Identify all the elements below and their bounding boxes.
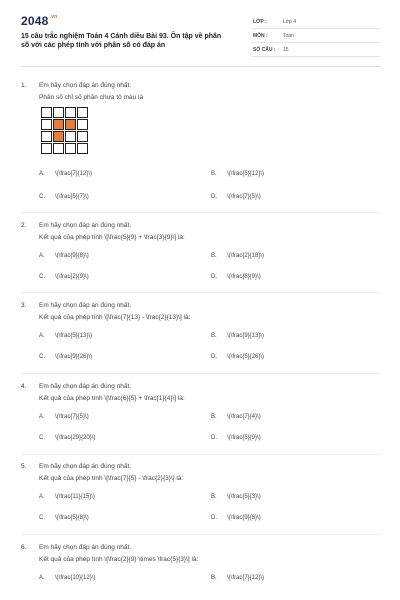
question-divider: [21, 212, 380, 213]
option-b[interactable]: B. \(\frac{5}{12}\): [211, 171, 265, 177]
grid-cell: [65, 143, 76, 154]
grid-cell-filled: [53, 119, 64, 130]
question-text: Kết quả của phép tính \[\frac{7}{13} - \frac{2}{13}\] là:: [39, 314, 191, 321]
logo-suffix: .vn: [49, 14, 58, 20]
option-c[interactable]: C. \(\frac{29}{20}\): [39, 435, 96, 441]
option-a[interactable]: A. \(\frac{11}{15}\): [39, 494, 95, 500]
meta-class: [251, 16, 381, 29]
option-c[interactable]: C. \(\frac{5}{8}\): [39, 515, 89, 521]
option-b[interactable]: B. \(\frac{7}{12}\): [211, 575, 265, 581]
page-header: [0, 0, 400, 62]
question-prompt: Em hãy chọn đáp án đúng nhất.: [39, 302, 132, 309]
option-b[interactable]: B. \(\frac{7}{4}\): [211, 414, 261, 420]
question-divider: [21, 292, 380, 293]
question-text: Phân số chỉ số phần chưa tô màu là: [39, 94, 144, 101]
header-divider: [21, 66, 380, 67]
question-text: Kết quả của phép tính \[\frac{5}{9} + \frac{3}{9}\] là:: [39, 234, 185, 241]
question-text: Kết quả của phép tính \[\frac{2}{9} \times \frac{5}{3}\] là:: [39, 556, 199, 563]
option-c[interactable]: C. \(\frac{2}{9}\): [39, 274, 89, 280]
question-prompt: Em hãy chọn đáp án đúng nhất.: [39, 82, 132, 89]
fraction-grid-figure: [41, 107, 89, 155]
question-number: 5.: [21, 463, 27, 470]
option-a[interactable]: A. \(\frac{9}{8}\): [39, 253, 89, 259]
option-d[interactable]: D. \(\frac{8}{9}\): [211, 274, 261, 280]
question-number: 4.: [21, 383, 27, 390]
question-divider: [21, 534, 380, 535]
question-number: 3.: [21, 302, 27, 309]
option-c[interactable]: C. \(\frac{9}{26}\): [39, 354, 93, 360]
question-number: 1.: [21, 82, 27, 89]
grid-cell: [53, 107, 64, 118]
grid-cell-filled: [65, 119, 76, 130]
option-a[interactable]: A. \(\frac{10}{12}\): [39, 575, 96, 581]
question-divider: [21, 454, 380, 455]
option-b[interactable]: B. \(\frac{2}{18}\): [211, 253, 265, 259]
question-prompt: Em hãy chọn đáp án đúng nhất.: [39, 383, 132, 390]
option-c[interactable]: C. \(\frac{5}{7}\): [39, 194, 89, 200]
meta-count: [251, 44, 381, 57]
question-text: Kết quả của phép tính \[\frac{6}{5} + \frac{1}{4}\] là:: [39, 395, 185, 402]
meta-value: 15: [283, 47, 289, 53]
option-d[interactable]: D. \(\frac{9}{8}\): [211, 515, 261, 521]
meta-key: SỐ CÂU :: [253, 47, 276, 53]
question-prompt: Em hãy chọn đáp án đúng nhất.: [39, 463, 132, 470]
grid-cell: [41, 119, 52, 130]
option-a[interactable]: A. \(\frac{7}{5}\): [39, 414, 89, 420]
question-prompt: Em hãy chọn đáp án đúng nhất.: [39, 222, 132, 229]
option-b[interactable]: B. \(\frac{9}{13}\): [211, 333, 265, 339]
grid-cell-filled: [53, 131, 64, 142]
grid-cell: [77, 131, 88, 142]
grid-cell: [53, 143, 64, 154]
grid-cell: [77, 119, 88, 130]
grid-cell: [41, 143, 52, 154]
question-divider: [21, 373, 380, 374]
meta-subject: [251, 30, 381, 43]
site-logo[interactable]: [21, 14, 57, 28]
meta-key: LỚP :: [253, 19, 267, 25]
option-d[interactable]: D. \(\frac{7}{5}\): [211, 194, 261, 200]
question-prompt: Em hãy chọn đáp án đúng nhất.: [39, 544, 132, 551]
question-number: 2.: [21, 222, 27, 229]
logo-text: 2048: [21, 14, 49, 28]
meta-value: Lớp 4: [283, 19, 297, 25]
question-text: Kết quả của phép tính \[\frac{7}{5} - \frac{2}{3}\] là:: [39, 475, 184, 482]
meta-key: MÔN :: [253, 33, 268, 39]
grid-cell: [77, 107, 88, 118]
grid-cell: [77, 143, 88, 154]
grid-cell: [65, 131, 76, 142]
option-d[interactable]: D. \(\frac{5}{26}\): [211, 354, 265, 360]
grid-cell: [41, 131, 52, 142]
document-title: 15 câu trắc nghiệm Toán 4 Cánh diều Bài 93. Ôn tập về phân số với các phép tính với phân số có đáp án: [21, 33, 222, 49]
grid-cell: [41, 107, 52, 118]
grid-cell: [65, 107, 76, 118]
option-b[interactable]: B. \(\frac{5}{3}\): [211, 494, 261, 500]
option-a[interactable]: A. \(\frac{7}{12}\): [39, 171, 93, 177]
option-a[interactable]: A. \(\frac{5}{13}\): [39, 333, 93, 339]
meta-value: Toán: [283, 33, 294, 39]
question-number: 6.: [21, 544, 27, 551]
option-d[interactable]: D. \(\frac{5}{9}\): [211, 435, 261, 441]
